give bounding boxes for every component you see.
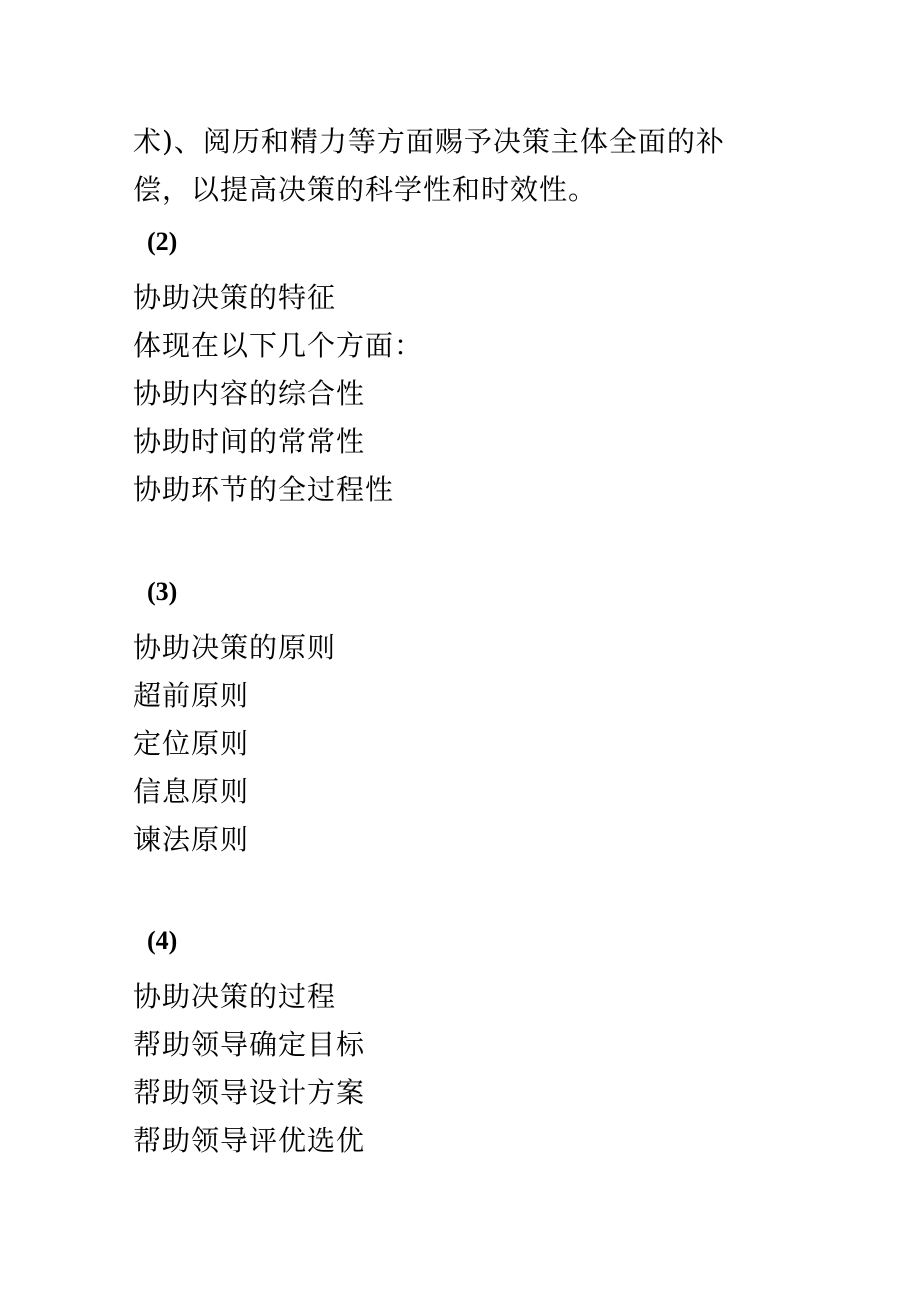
- section-2-item: 协助内容的综合性: [133, 377, 366, 410]
- section-4-item: 帮助领导确定目标: [133, 1028, 366, 1061]
- intro-line-1: 术)、阅历和精力等方面赐予决策主体全面的补: [133, 125, 725, 158]
- intro-line-2: 偿，以提高决策的科学性和时效性。: [133, 173, 598, 206]
- section-4-item: 帮助领导评优选优: [133, 1124, 366, 1157]
- section-3-number: (3): [147, 577, 178, 606]
- section-3-item: 超前原则: [133, 679, 250, 712]
- section-2-title: 协助决策的特征: [133, 281, 337, 314]
- section-4-item: 帮助领导设计方案: [133, 1076, 366, 1109]
- section-2-item: 协助时间的常常性: [133, 425, 366, 458]
- section-4-number: (4): [147, 926, 178, 955]
- section-2-number: (2): [147, 227, 178, 256]
- section-3-item: 谏法原则: [133, 823, 250, 856]
- section-3-item: 信息原则: [133, 775, 250, 808]
- section-2-item: 协助环节的全过程性: [133, 473, 395, 506]
- section-4-title: 协助决策的过程: [133, 980, 337, 1013]
- section-3-title: 协助决策的原则: [133, 631, 337, 664]
- section-2-lead: 体现在以下几个方面：: [133, 329, 424, 362]
- section-3-item: 定位原则: [133, 727, 250, 760]
